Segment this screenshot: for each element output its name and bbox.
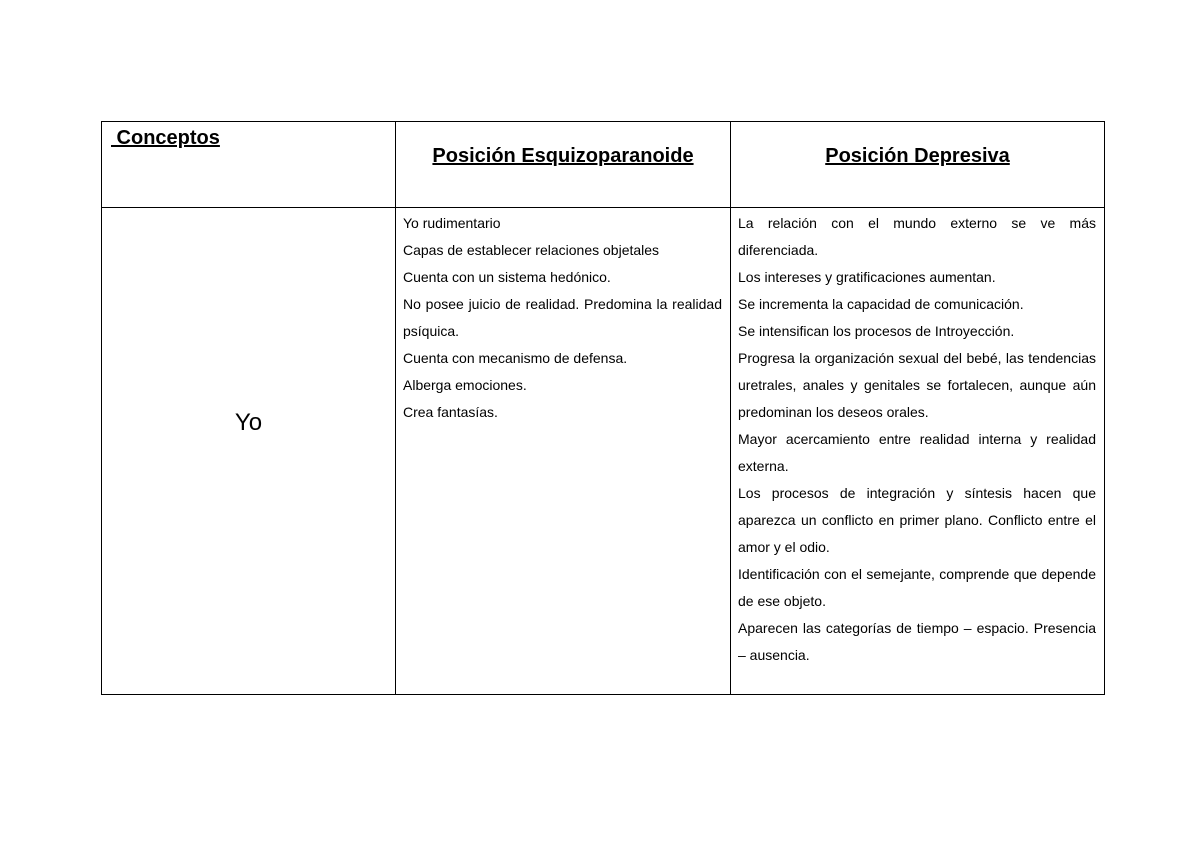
list-item: Los procesos de integración y síntesis hacen que aparezca un conflicto en primer plano. Conflicto entre el amor y el odio.	[738, 485, 1096, 555]
list-item: Identificación con el semejante, comprende que depende de ese objeto.	[738, 566, 1096, 609]
list-item: Cuenta con un sistema hedónico.	[403, 269, 611, 285]
esquizo-list	[396, 208, 730, 426]
list-item: Se incrementa la capacidad de comunicación.	[738, 296, 1024, 312]
list-item: Aparecen las categorías de tiempo – espacio. Presencia – ausencia.	[738, 620, 1096, 663]
header-cell-concepts	[102, 122, 396, 208]
header-cell-depresiva	[731, 122, 1105, 208]
header-concepts: Conceptos	[111, 127, 220, 149]
header-cell-esquizo	[396, 122, 731, 208]
comparison-table	[101, 121, 1105, 695]
depresiva-list	[731, 208, 1104, 669]
list-item: Crea fantasías.	[403, 404, 498, 420]
list-item: No posee juicio de realidad. Predomina la realidad psíquica.	[403, 296, 722, 339]
list-item: Los intereses y gratificaciones aumentan.	[738, 269, 996, 285]
list-item: Progresa la organización sexual del bebé, las tendencias uretrales, anales y genitales se fortalecen, aunque aún predominan los deseos orales.	[738, 350, 1096, 420]
row-label-cell	[102, 208, 396, 695]
list-item: Capas de establecer relaciones objetales	[403, 242, 660, 258]
table-row	[102, 208, 1105, 695]
list-item: Yo rudimentario	[403, 215, 501, 231]
header-depresiva: Posición Depresiva	[825, 145, 1010, 167]
header-esquizoparanoide: Posición Esquizoparanoide	[432, 145, 694, 167]
list-item: La relación con el mundo externo se ve más diferenciada.	[738, 215, 1096, 258]
header-row	[102, 122, 1105, 208]
depresiva-cell	[731, 208, 1105, 695]
list-item: Mayor acercamiento entre realidad interna y realidad externa.	[738, 431, 1096, 474]
list-item: Cuenta con mecanismo de defensa.	[403, 350, 628, 366]
list-item: Se intensifican los procesos de Introyección.	[738, 323, 1015, 339]
list-item: Alberga emociones.	[403, 377, 527, 393]
esquizo-cell	[396, 208, 731, 695]
row-label-yo: Yo	[234, 409, 263, 436]
